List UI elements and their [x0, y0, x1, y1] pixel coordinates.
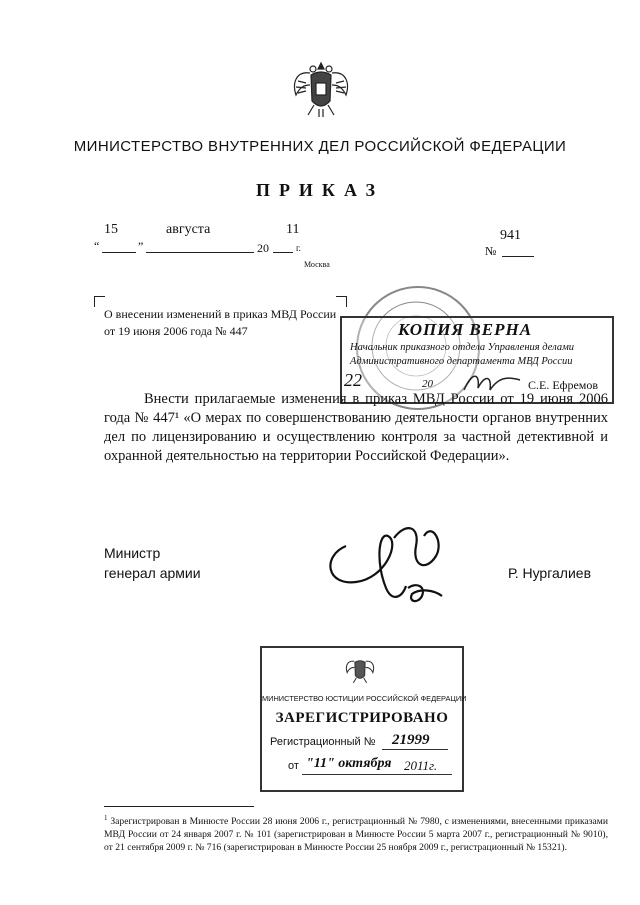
reg-stamp-ministry: МИНИСТЕРСТВО ЮСТИЦИИ РОССИЙСКОЙ ФЕДЕРАЦИИ — [262, 694, 467, 703]
footnote — [104, 812, 608, 854]
order-day: 15 — [104, 222, 118, 237]
reg-stamp-title: ЗАРЕГИСТРИРОВАНО — [275, 710, 449, 726]
footnote-mark: 1 — [104, 814, 108, 822]
copy-stamp-name: С.Е. Ефремов — [528, 378, 599, 392]
order-year-suffix: 11 — [286, 222, 300, 237]
order-body: Внести прилагаемые изменения в приказ МВД России от 19 июня 2006 года № 447¹ «О мерах по совершенствованию деятельности органов внутренних дел по лицензированию и осуществлению контроля за частной детективной и охранной деятельностью на территории Российской Федерации». — [104, 391, 608, 464]
city: Москва — [304, 260, 330, 269]
ministry-name: МИНИСТЕРСТВО ВНУТРЕННИХ ДЕЛ РОССИЙСКОЙ ФЕДЕРАЦИИ — [73, 138, 567, 155]
reg-date-prefix: от — [288, 760, 299, 772]
reg-number-line — [382, 749, 448, 750]
copy-stamp-year: 20 — [422, 378, 433, 390]
minister-signature — [316, 516, 456, 608]
year-line — [273, 252, 293, 253]
order-title: ПРИКАЗ — [255, 180, 385, 200]
signer-role-line2: генерал армии — [104, 565, 201, 581]
order-subject: О внесении изменений в приказ МВД России от 19 июня 2006 года № 447 — [104, 307, 337, 338]
copy-stamp-date: 22 — [344, 370, 362, 390]
copy-stamp-line2: Административного департамента МВД России — [350, 356, 573, 367]
double-headed-eagle-icon — [286, 55, 356, 125]
reg-date: "11" октября — [306, 756, 392, 771]
reg-year: 2011г. — [404, 758, 438, 773]
copy-stamp-line1: Начальник приказного отдела Управления делами — [350, 342, 575, 353]
signer-role-line1: Министр — [104, 545, 161, 561]
reg-number-label: Регистрационный № — [270, 736, 376, 748]
reg-date-line — [302, 774, 452, 775]
order-number: 941 — [500, 228, 521, 243]
month-line — [146, 252, 254, 253]
year-prefix: 20 — [257, 241, 269, 255]
number-label: № — [485, 244, 497, 258]
date-quote-open: “ — [94, 239, 100, 253]
footnote-text: Зарегистрирован в Минюсте России 28 июня 2006 г., регистрационный № 7980, с изменениями, внесенными приказами МВД России от 24 января 2007 г. № 101 (зарегистрирован в Минюсте России 5 марта 2007 г., регистрационный № 9010), от 21 сентября 2009 г. № 716 (зарегистрирован в Минюсте России 25 ноября 2009 г., регистрационный № 15321). — [104, 816, 608, 854]
day-line — [102, 252, 136, 253]
copy-stamp-title: КОПИЯ ВЕРНА — [398, 320, 533, 339]
footnote-divider — [104, 806, 254, 807]
order-month: августа — [166, 222, 211, 237]
signer-name: Р. Нургалиев — [508, 565, 592, 581]
reg-number: 21999 — [392, 732, 430, 748]
date-quote-close: ” — [138, 239, 144, 253]
number-line — [502, 256, 534, 257]
year-abbr: г. — [296, 243, 301, 253]
registration-stamp — [260, 646, 467, 792]
eagle-icon — [342, 652, 378, 688]
